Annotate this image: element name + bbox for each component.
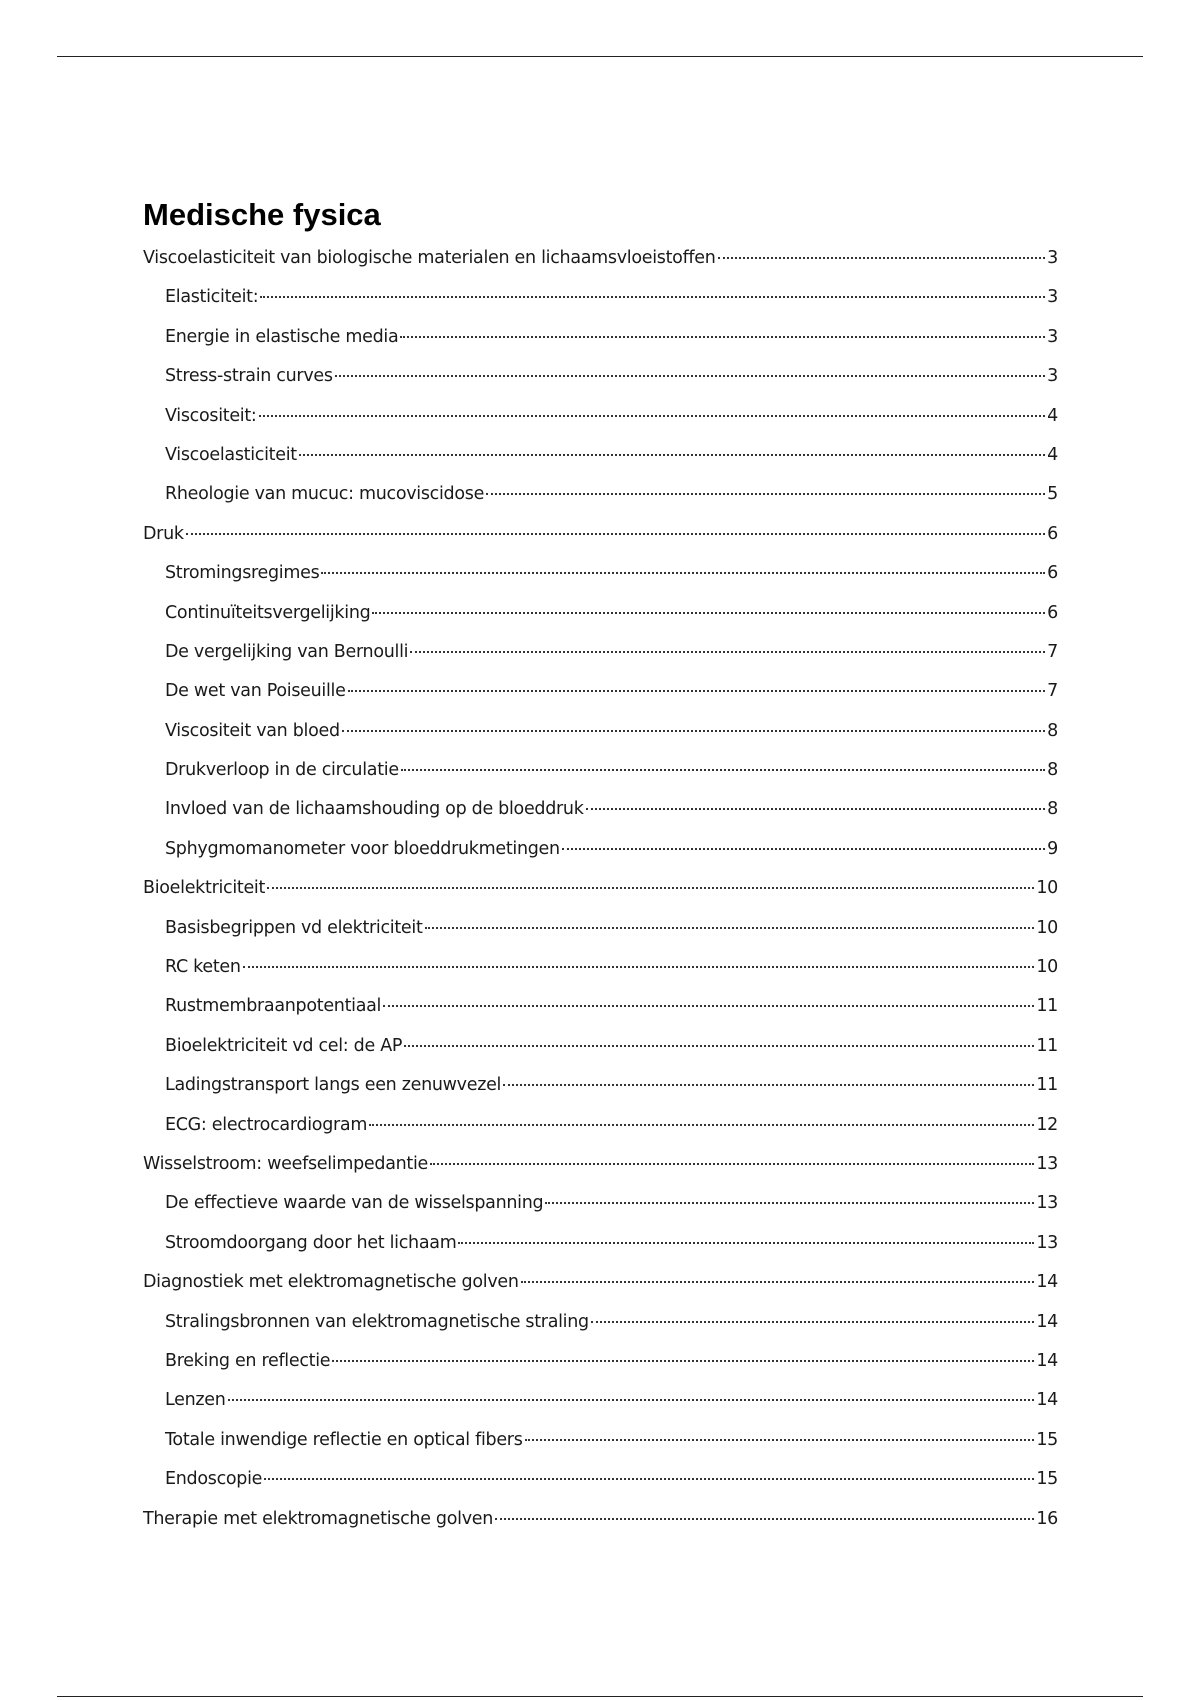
document-title: Medische fysica <box>143 197 381 232</box>
toc-entry-label: De vergelijking van Bernoulli <box>165 641 409 662</box>
toc-entry-label: RC keten <box>165 957 241 978</box>
toc-entry-page: 8 <box>1047 760 1058 781</box>
toc-dot-leader <box>186 533 1045 535</box>
toc-dot-leader <box>321 572 1045 574</box>
toc-entry[interactable] <box>143 1036 1058 1075</box>
toc-entry-page: 3 <box>1047 287 1058 308</box>
toc-entry-label: Bioelektriciteit <box>143 878 266 899</box>
toc-dot-leader <box>562 848 1045 850</box>
toc-entry-page: 16 <box>1036 1508 1058 1529</box>
toc-dot-leader <box>264 1478 1034 1480</box>
toc-entry[interactable] <box>143 760 1058 799</box>
toc-entry-label: Viscoelasticiteit van biologische materialen en lichaamsvloeistoffen <box>143 248 716 268</box>
toc-entry[interactable] <box>143 1312 1058 1351</box>
toc-entry-page: 14 <box>1036 1350 1058 1371</box>
toc-entry-label: Druk <box>143 523 184 544</box>
toc-entry-page: 11 <box>1036 1035 1058 1056</box>
toc-entry[interactable] <box>143 1193 1058 1232</box>
toc-dot-leader <box>495 1518 1034 1520</box>
toc-entry-label: Viscositeit van bloed <box>165 720 340 741</box>
toc-entry[interactable] <box>143 287 1058 326</box>
toc-dot-leader <box>383 1005 1034 1007</box>
toc-entry-page: 3 <box>1047 248 1058 268</box>
toc-entry-page: 9 <box>1047 838 1058 859</box>
toc-entry[interactable] <box>143 445 1058 484</box>
toc-dot-leader <box>267 887 1034 889</box>
toc-entry[interactable] <box>143 1075 1058 1114</box>
footer-rule <box>57 1696 1143 1697</box>
toc-entry-page: 14 <box>1036 1311 1058 1332</box>
toc-entry-label: Stroomdoorgang door het lichaam <box>165 1232 457 1253</box>
toc-entry-label: Drukverloop in de circulatie <box>165 760 399 781</box>
toc-entry[interactable] <box>143 642 1058 681</box>
toc-entry-page: 6 <box>1047 602 1058 623</box>
toc-entry-page: 13 <box>1036 1232 1058 1253</box>
toc-dot-leader <box>404 1045 1034 1047</box>
toc-entry-page: 14 <box>1036 1390 1058 1411</box>
toc-dot-leader <box>586 808 1046 810</box>
toc-entry[interactable] <box>143 996 1058 1035</box>
toc-entry-page: 10 <box>1036 917 1058 938</box>
toc-dot-leader <box>486 493 1045 495</box>
toc-entry-label: Stromingsregimes <box>165 563 320 584</box>
toc-entry-page: 6 <box>1047 563 1058 584</box>
toc-dot-leader <box>369 1124 1034 1126</box>
toc-entry-label: Viscositeit: <box>165 405 257 426</box>
toc-entry-page: 3 <box>1047 326 1058 347</box>
toc-entry-label: Invloed van de lichaamshouding op de bloeddruk <box>165 799 584 820</box>
toc-dot-leader <box>503 1084 1034 1086</box>
toc-entry-label: Sphygmomanometer voor bloeddrukmetingen <box>165 838 560 859</box>
toc-entry-label: Rustmembraanpotentiaal <box>165 996 382 1017</box>
toc-entry-label: Totale inwendige reflectie en optical fibers <box>165 1429 523 1450</box>
toc-entry-page: 7 <box>1047 681 1058 702</box>
toc-dot-leader <box>228 1399 1035 1401</box>
toc-entry-page: 10 <box>1036 957 1058 978</box>
toc-dot-leader <box>410 651 1045 653</box>
toc-dot-leader <box>299 454 1045 456</box>
toc-entry[interactable] <box>143 1115 1058 1154</box>
toc-entry[interactable] <box>143 918 1058 957</box>
toc-entry[interactable] <box>143 1154 1058 1193</box>
toc-dot-leader <box>425 927 1035 929</box>
toc-entry-page: 7 <box>1047 641 1058 662</box>
toc-entry[interactable] <box>143 1272 1058 1311</box>
toc-entry-label: Basisbegrippen vd elektriciteit <box>165 917 423 938</box>
toc-entry[interactable] <box>143 248 1058 287</box>
toc-dot-leader <box>259 415 1046 417</box>
toc-dot-leader <box>372 612 1045 614</box>
toc-entry-page: 10 <box>1036 878 1058 899</box>
toc-entry-page: 8 <box>1047 720 1058 741</box>
toc-entry[interactable] <box>143 1509 1058 1548</box>
toc-entry[interactable] <box>143 1430 1058 1469</box>
toc-entry[interactable] <box>143 957 1058 996</box>
toc-entry-label: Rheologie van mucuc: mucoviscidose <box>165 484 485 505</box>
toc-entry[interactable] <box>143 603 1058 642</box>
toc-entry[interactable] <box>143 799 1058 838</box>
toc-entry[interactable] <box>143 484 1058 523</box>
toc-dot-leader <box>591 1321 1034 1323</box>
toc-entry-page: 4 <box>1047 405 1058 426</box>
toc-dot-leader <box>525 1439 1035 1441</box>
toc-entry[interactable] <box>143 1469 1058 1508</box>
toc-entry-label: Viscoelasticiteit <box>165 444 297 465</box>
toc-entry-label: Energie in elastische media <box>165 326 399 347</box>
toc-entry-label: Stralingsbronnen van elektromagnetische straling <box>165 1311 589 1332</box>
header-rule <box>57 56 1143 57</box>
toc-dot-leader <box>718 257 1046 259</box>
toc-entry-label: Therapie met elektromagnetische golven <box>143 1508 494 1529</box>
toc-entry-page: 15 <box>1036 1429 1058 1450</box>
toc-entry-label: Endoscopie <box>165 1469 263 1490</box>
toc-entry-page: 12 <box>1036 1114 1058 1135</box>
toc-entry-label: Continuïteitsvergelijking <box>165 602 371 623</box>
toc-entry-page: 13 <box>1036 1153 1058 1174</box>
toc-entry-page: 5 <box>1047 484 1058 505</box>
toc-entry-page: 15 <box>1036 1469 1058 1490</box>
toc-entry-page: 11 <box>1036 996 1058 1017</box>
toc-entry-page: 6 <box>1047 523 1058 544</box>
toc-entry-page: 13 <box>1036 1193 1058 1214</box>
toc-dot-leader <box>348 690 1046 692</box>
toc-entry[interactable] <box>143 524 1058 563</box>
toc-entry-label: Breking en reflectie <box>165 1350 331 1371</box>
toc-entry[interactable] <box>143 1351 1058 1390</box>
toc-entry[interactable] <box>143 1390 1058 1429</box>
toc-dot-leader <box>521 1281 1035 1283</box>
toc-entry-label: De effectieve waarde van de wisselspanning <box>165 1193 544 1214</box>
toc-entry-label: Diagnostiek met elektromagnetische golven <box>143 1272 519 1293</box>
toc-dot-leader <box>430 1163 1034 1165</box>
toc-entry[interactable] <box>143 878 1058 917</box>
toc-dot-leader <box>545 1202 1034 1204</box>
toc-entry[interactable] <box>143 563 1058 602</box>
toc-entry-label: Wisselstroom: weefselimpedantie <box>143 1153 429 1174</box>
toc-entry[interactable] <box>143 366 1058 405</box>
toc-entry[interactable] <box>143 406 1058 445</box>
toc-entry-label: Lenzen <box>165 1390 226 1411</box>
toc-dot-leader <box>260 296 1045 298</box>
toc-entry[interactable] <box>143 327 1058 366</box>
toc-dot-leader <box>332 1360 1034 1362</box>
toc-dot-leader <box>458 1242 1034 1244</box>
toc-entry-label: De wet van Poiseuille <box>165 681 346 702</box>
toc-entry-label: Elasticiteit: <box>165 287 259 308</box>
toc-entry-label: Ladingstransport langs een zenuwvezel <box>165 1075 502 1096</box>
toc-entry-page: 4 <box>1047 444 1058 465</box>
toc-entry[interactable] <box>143 681 1058 720</box>
toc-entry-label: Stress-strain curves <box>165 366 333 387</box>
toc-entry-page: 8 <box>1047 799 1058 820</box>
toc-dot-leader <box>401 769 1045 771</box>
toc-dot-leader <box>243 966 1035 968</box>
toc-entry-label: Bioelektriciteit vd cel: de AP <box>165 1035 403 1056</box>
toc-dot-leader <box>400 336 1045 338</box>
toc-entry-page: 14 <box>1036 1272 1058 1293</box>
toc-dot-leader <box>342 730 1045 732</box>
toc-entry-page: 11 <box>1036 1075 1058 1096</box>
toc-dot-leader <box>335 375 1045 377</box>
toc-entry[interactable] <box>143 721 1058 760</box>
toc-entry-page: 3 <box>1047 366 1058 387</box>
toc-entry[interactable] <box>143 1233 1058 1272</box>
table-of-contents <box>143 248 1058 1548</box>
toc-entry[interactable] <box>143 839 1058 878</box>
toc-entry-label: ECG: electrocardiogram <box>165 1114 368 1135</box>
